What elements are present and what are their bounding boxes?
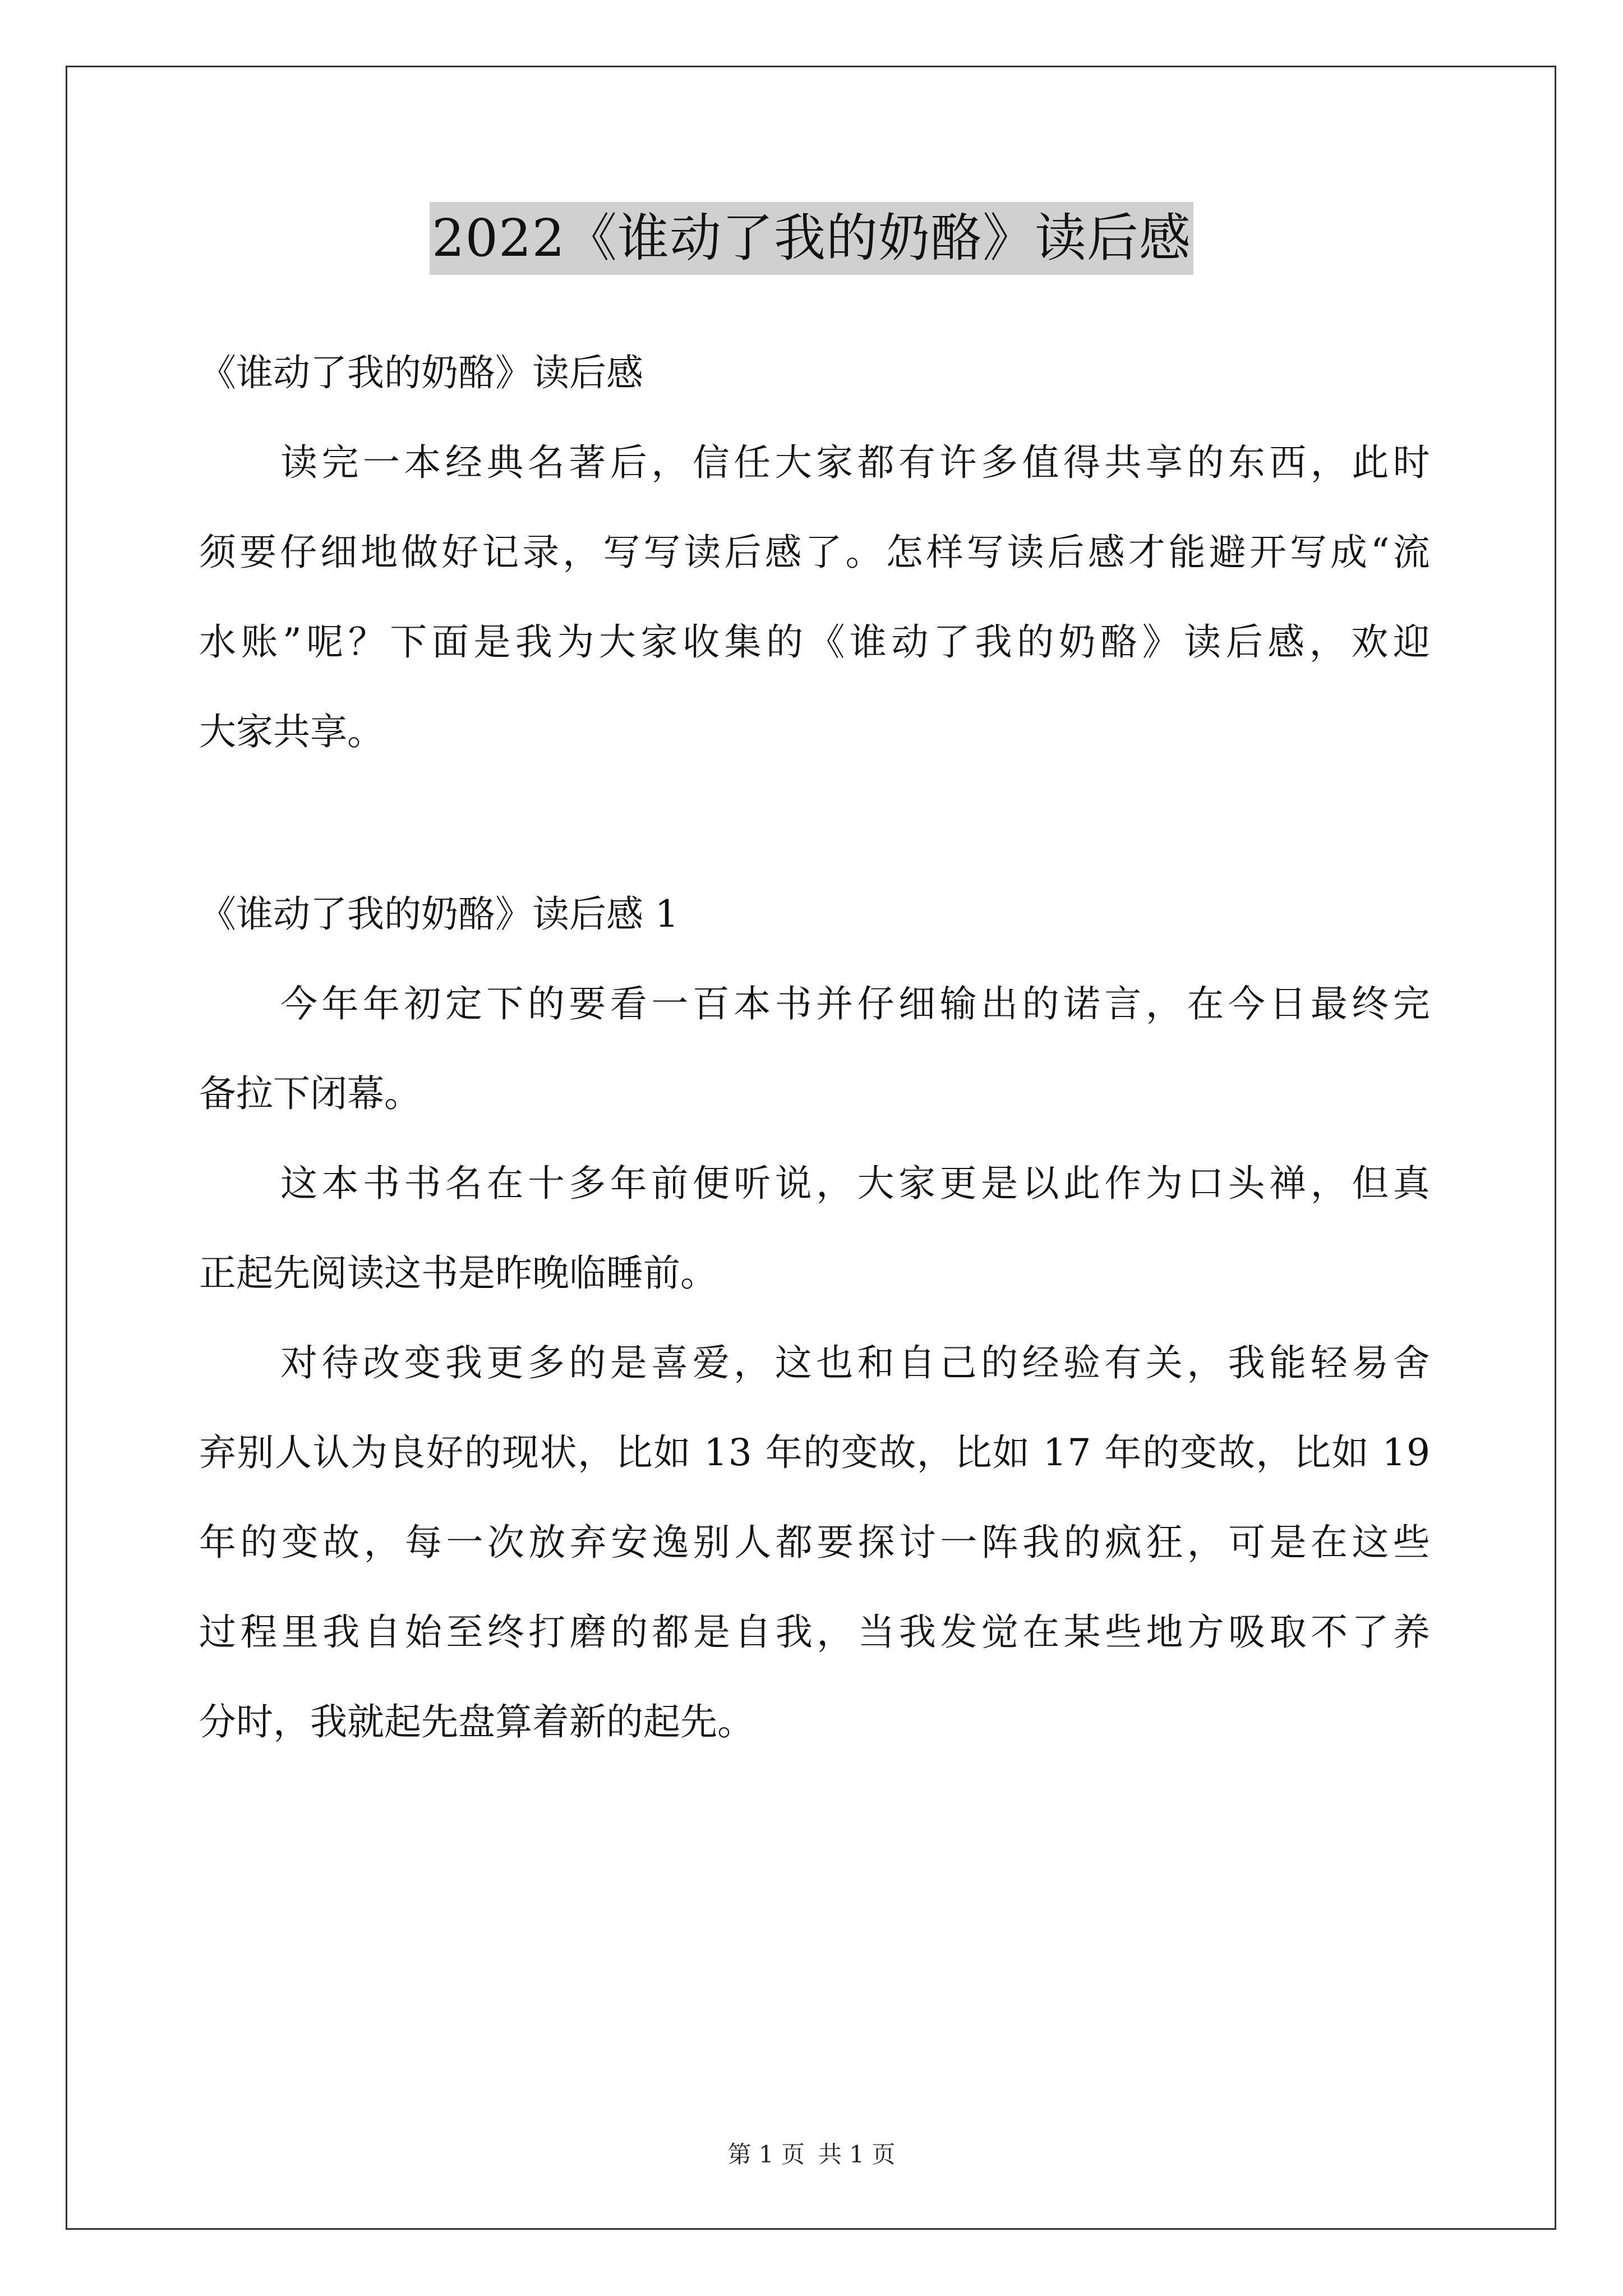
paragraph-line: 对 待 改 变 我 更 多 的 是 喜 爱 ， 这 也 和 自 己 的 经 验 有 关 ， 我 能 轻 易 舍 bbox=[280, 1341, 1430, 1384]
paragraph-line: 分时，我就起先盘算着新的起先。 bbox=[199, 1700, 754, 1743]
page-footer bbox=[0, 2136, 1623, 2170]
intro-line: 大家共享。 bbox=[199, 710, 384, 753]
document-title: 2022《谁动了我的奶酪》读后感 bbox=[430, 202, 1193, 275]
section-gap bbox=[199, 777, 1430, 869]
paragraph-line: 年 的 变 故 ， 每 一 次 放 弃 安 逸 别 人 都 要 探 讨 一 阵 我 的 疯 狂 ， 可 是 在 这 些 bbox=[199, 1521, 1430, 1564]
paragraph-line: 正起先阅读这书是昨晚临睡前。 bbox=[199, 1251, 717, 1295]
paragraph-line: 弃 别 人 认 为 良 好 的 现 状 ， 比 如 1 3 年 的 变 故 ， 比 如 1 7 年 的 变 故 ， 比 如 1 9 bbox=[199, 1431, 1430, 1474]
section-heading: 《谁动了我的奶酪》读后感 1 bbox=[199, 892, 679, 936]
intro-line: 须 要 仔 细 地 做 好 记 录 ， 写 写 读 后 感 了 。 怎 样 写 读 后 感 才 能 避 开 写 成 “ 流 bbox=[199, 531, 1430, 574]
intro-line: 读 完 一 本 经 典 名 著 后 ， 信 任 大 家 都 有 许 多 值 得 共 享 的 东 西 ， 此 时 bbox=[280, 441, 1430, 484]
paragraph-line: 这 本 书 书 名 在 十 多 年 前 便 听 说 ， 大 家 更 是 以 此 作 为 口 头 禅 ， 但 真 bbox=[280, 1162, 1430, 1205]
page-number: 第 1 页 bbox=[727, 2141, 805, 2168]
paragraph-line: 今 年 年 初 定 下 的 要 看 一 百 本 书 并 仔 细 输 出 的 诺 言 ， 在 今 日 最 终 完 bbox=[280, 982, 1430, 1025]
document-body bbox=[199, 328, 1430, 1767]
intro-line: 水 账 ” 呢 ？ 下 面 是 我 为 大 家 收 集 的 《 谁 动 了 我 的 奶 酪 》 读 后 感 ， 欢 迎 bbox=[199, 620, 1430, 664]
page-total: 共 1 页 bbox=[818, 2141, 896, 2168]
title-wrap bbox=[0, 202, 1623, 275]
paragraph-line: 备拉下闭幕。 bbox=[199, 1072, 421, 1115]
intro-heading: 《谁动了我的奶酪》读后感 bbox=[199, 351, 643, 394]
paragraph-line: 过 程 里 我 自 始 至 终 打 磨 的 都 是 自 我 ， 当 我 发 觉 在 某 些 地 方 吸 取 不 了 养 bbox=[199, 1611, 1430, 1654]
